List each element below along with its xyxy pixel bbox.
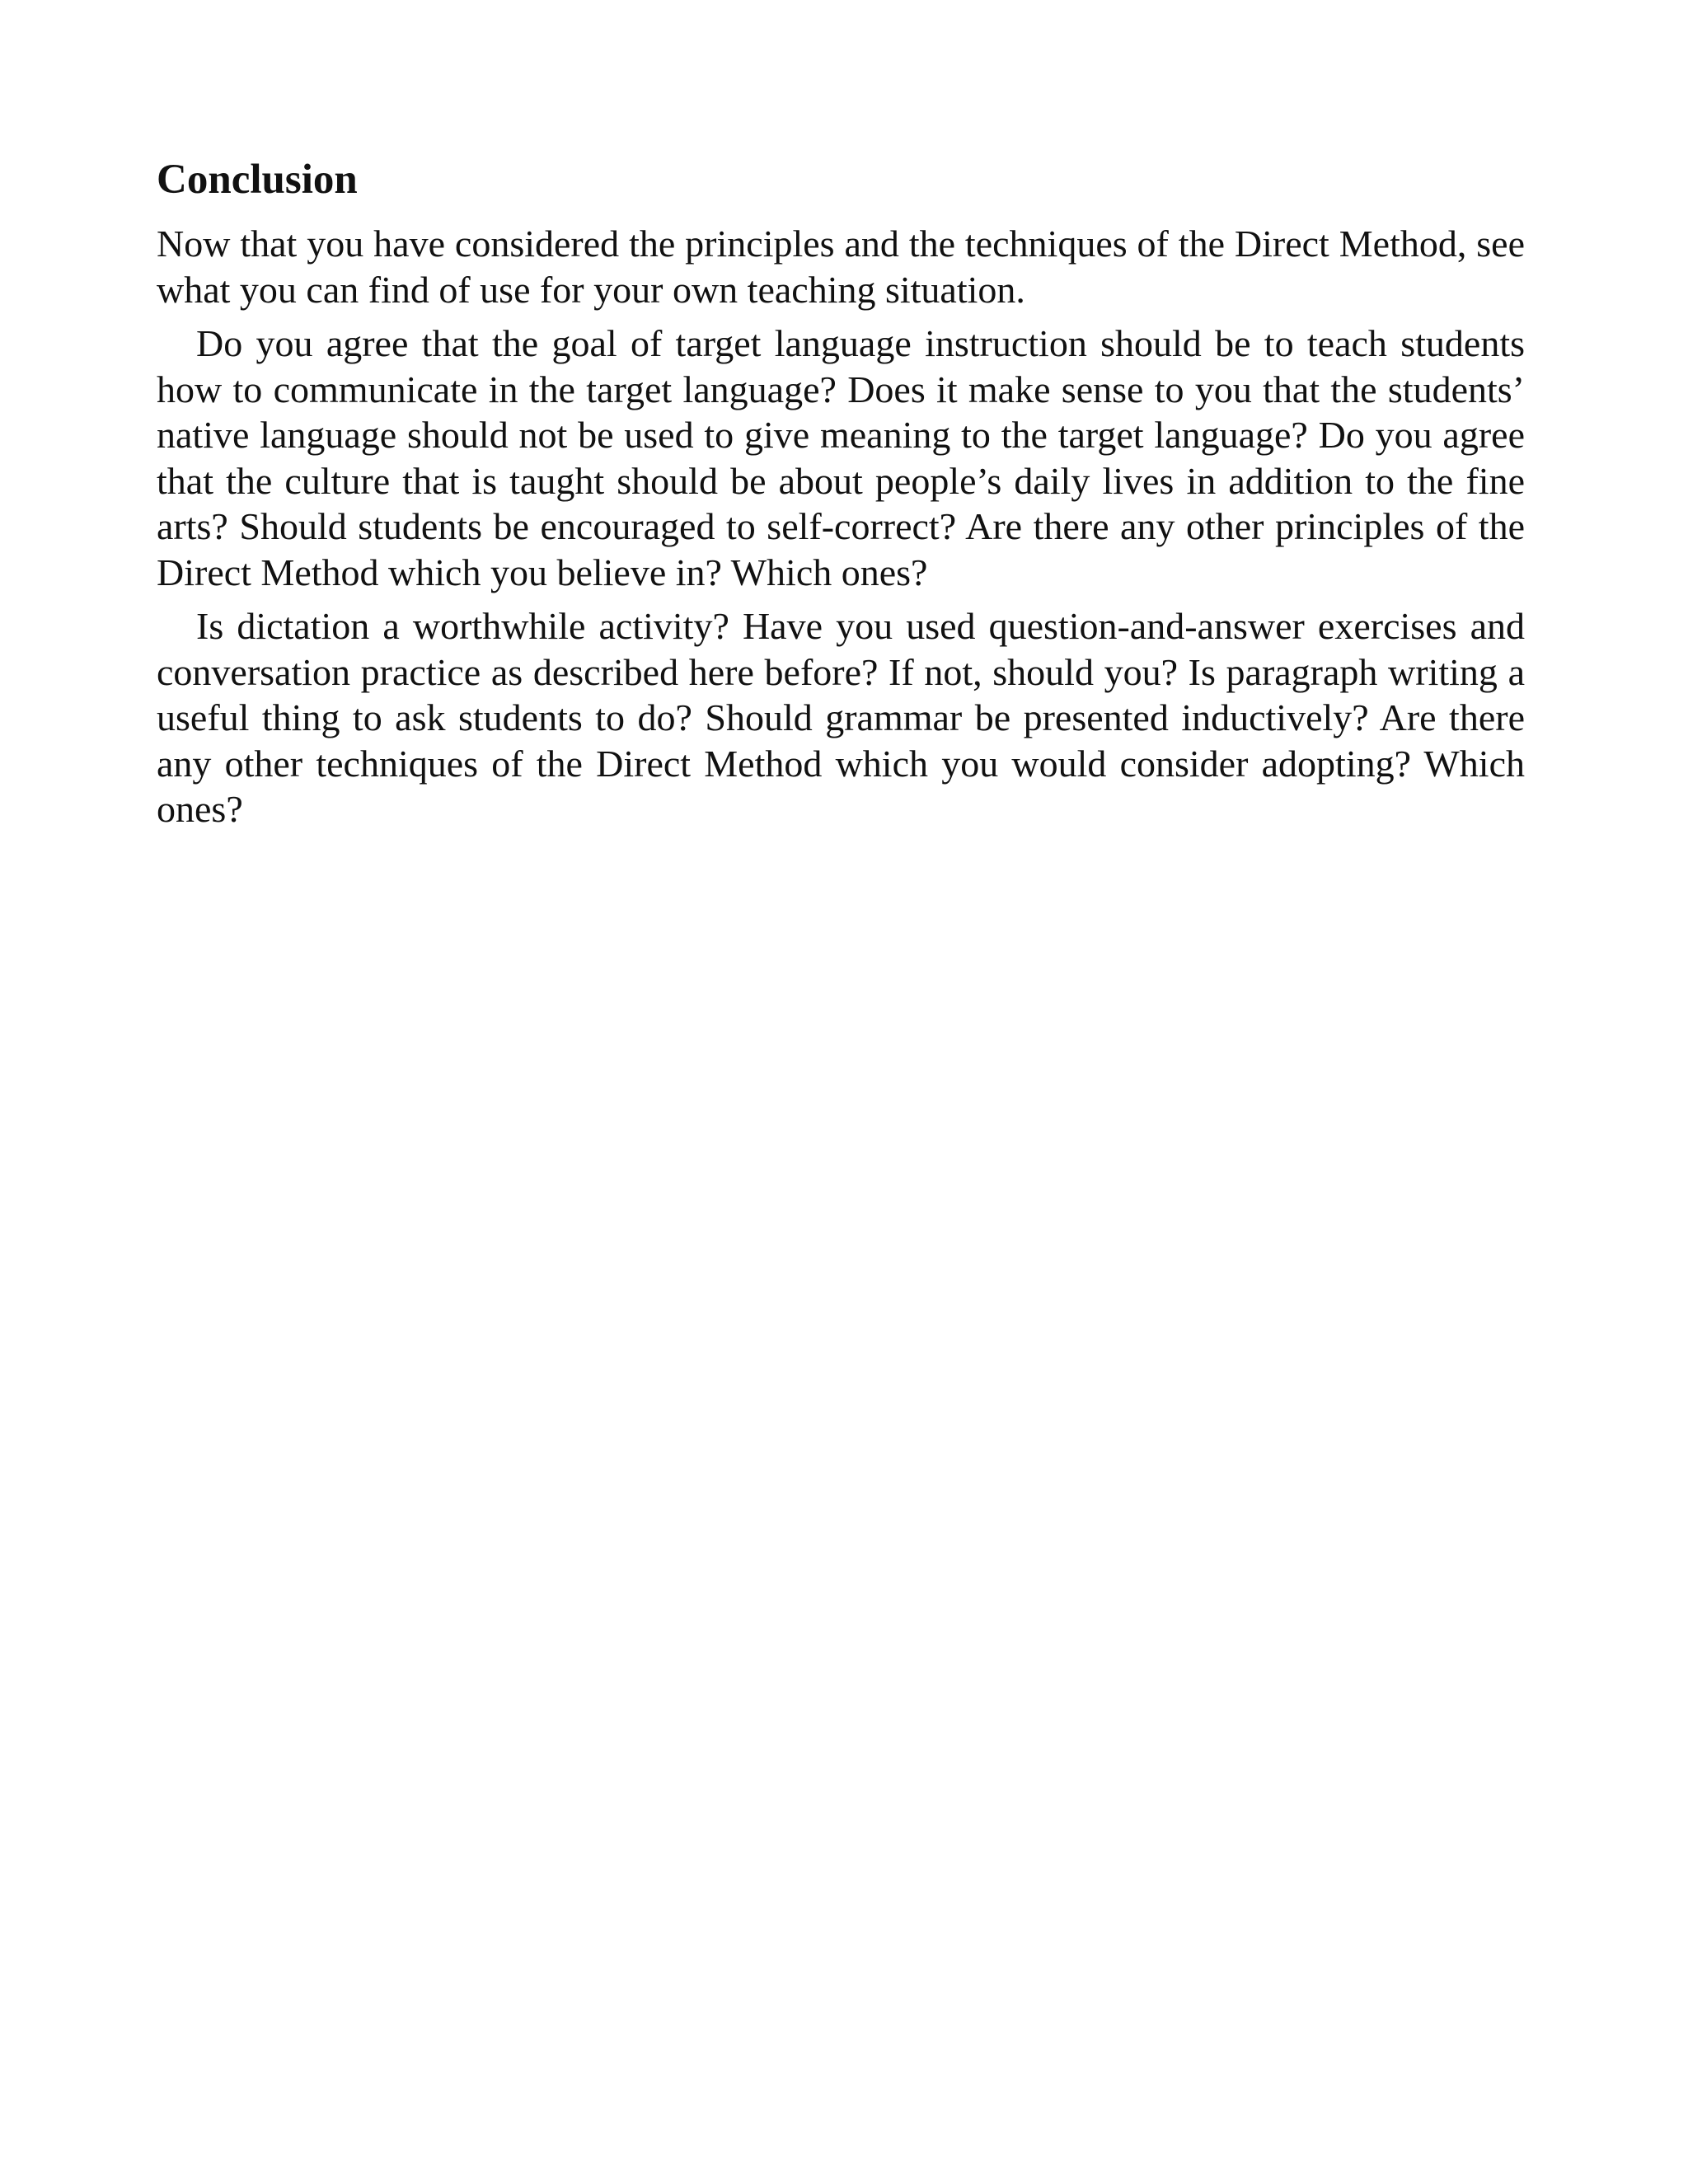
document-page	[157, 157, 1525, 841]
paragraph-intro: Now that you have considered the principles and the techniques of the Direct Method, see what you can find of use for your own teaching situation.	[157, 223, 1525, 311]
section-heading: Conclusion	[157, 157, 358, 203]
paragraph-techniques: Is dictation a worthwhile activity? Have you used question-and-answer exercises and conversation practice as described here before? If not, should you? Is paragraph writing a useful thing to ask students to do? Should grammar be presented inductively? Are there any other techniques of the Direct Method which you would consider adopting? Which ones?	[157, 605, 1525, 831]
paragraph-principles: Do you agree that the goal of target language instruction should be to teach students how to communicate in the target language? Does it make sense to you that the students’ native language should not be used to give meaning to the target language? Do you agree that the culture that is taught should be about people’s daily lives in addition to the fine arts? Should students be encouraged to self-correct? Are there any other principles of the Direct Method which you believe in? Which ones?	[157, 322, 1525, 593]
